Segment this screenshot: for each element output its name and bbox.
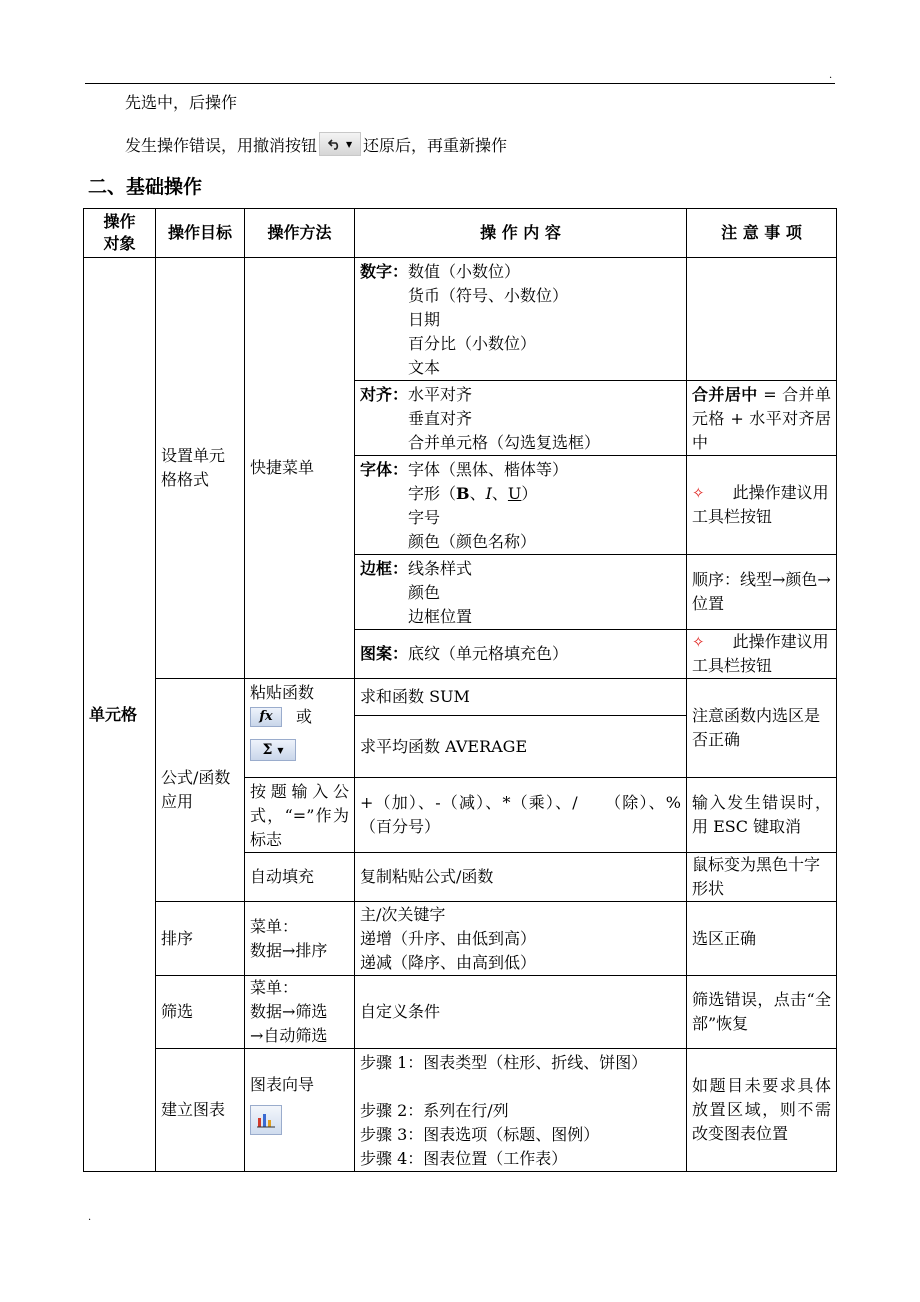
list-item: 字号 — [408, 508, 441, 527]
intro-line-2-before: 发生操作错误，用撤消按钮 — [125, 135, 318, 155]
sum-content: 求和函数 SUM — [355, 679, 687, 716]
undo-button[interactable] — [319, 132, 361, 156]
list-item: 递减（降序、由高到低） — [360, 952, 537, 972]
operations-table — [83, 208, 837, 1172]
autofill-note: 鼠标变为黑色十字形状 — [687, 853, 837, 902]
autofill-content: 复制粘贴公式/函数 — [355, 853, 687, 902]
table-row — [84, 976, 837, 1049]
align-note — [687, 381, 837, 456]
average-content: 求平均函数 AVERAGE — [355, 716, 687, 778]
header-goal: 操作目标 — [156, 209, 245, 258]
number-label: 数字： — [360, 262, 409, 281]
table-row — [84, 902, 837, 976]
chart-goal: 建立图表 — [156, 1049, 245, 1172]
chart-note: 如题目未要求具体放置区域，则不需改变图表位置 — [687, 1049, 837, 1172]
list-item: 水平对齐 — [408, 385, 473, 404]
number-note — [687, 258, 837, 381]
chart-method: 图表向导 — [245, 1049, 355, 1172]
sort-note: 选区正确 — [687, 902, 837, 976]
fx-icon[interactable]: fx — [250, 707, 282, 727]
filter-content: 自定义条件 — [355, 976, 687, 1049]
autofill-method: 自动填充 — [245, 853, 355, 902]
input-note: 输入发生错误时，用 ESC 键取消 — [687, 778, 837, 853]
undo-icon — [328, 138, 342, 150]
format-method: 快捷菜单 — [245, 258, 355, 679]
list-item: 颜色（颜色名称） — [408, 532, 537, 551]
sort-goal: 排序 — [156, 902, 245, 976]
font-label: 字体： — [360, 460, 409, 479]
align-note-rest: = 合并单元格 + 水平对齐居中 — [692, 385, 831, 452]
header-method: 操作方法 — [245, 209, 355, 258]
pattern-content: 图案：底纹（单元格填充色） — [355, 630, 687, 679]
paste-function-method: 粘贴函数 fx 或 Σ ▼ — [245, 679, 355, 778]
or-text: 或 — [296, 707, 313, 726]
font-note: ✧ 此操作建议用工具栏按钮 — [687, 456, 837, 555]
header-object: 操作对象 — [84, 209, 156, 258]
number-content — [355, 258, 687, 381]
list-item: 步骤 2：系列在行/列 — [360, 1101, 509, 1120]
pattern-note: ✧ 此操作建议用工具栏按钮 — [687, 630, 837, 679]
input-method: 按题输入公式，“=”作为标志 — [245, 778, 355, 853]
sparkle-icon: ✧ — [692, 633, 705, 651]
intro-line-2 — [125, 132, 507, 156]
list-item: 步骤 1：图表类型（柱形、折线、饼图） — [360, 1053, 648, 1072]
align-note-bold: 合并居中 — [692, 385, 758, 404]
sparkle-icon: ✧ — [692, 484, 705, 502]
header-rule — [85, 83, 835, 84]
list-item: 货币（符号、小数位） — [408, 286, 569, 305]
border-label: 边框： — [360, 559, 409, 578]
list-item: 垂直对齐 — [408, 409, 473, 428]
table-row — [84, 258, 837, 381]
table-row — [84, 679, 837, 716]
input-content: +（加）、-（减）、*（乘）、/ （除）、%（百分号） — [355, 778, 687, 853]
list-item: 步骤 3：图表选项（标题、图例） — [360, 1125, 600, 1144]
list-item: 字体（黑体、楷体等） — [408, 460, 569, 479]
table-row — [84, 1049, 837, 1172]
chart-content — [355, 1049, 687, 1172]
list-item: 颜色 — [408, 583, 441, 602]
chart-wizard-icon[interactable] — [250, 1105, 282, 1135]
border-content — [355, 555, 687, 630]
list-item: 百分比（小数位） — [408, 334, 537, 353]
border-note: 顺序：线型→颜色→位置 — [687, 555, 837, 630]
list-item: 线条样式 — [408, 559, 473, 578]
list-item: 合并单元格（勾选复选框） — [408, 433, 601, 452]
align-content — [355, 381, 687, 456]
header-notes: 注 意 事 项 — [687, 209, 837, 258]
function-note: 注意函数内选区是否正确 — [687, 679, 837, 778]
list-item: 边框位置 — [408, 607, 473, 626]
bar-chart-icon — [256, 1112, 276, 1128]
list-item: 日期 — [408, 310, 441, 329]
formula-goal: 公式/函数应用 — [156, 679, 245, 902]
sort-content — [355, 902, 687, 976]
filter-goal: 筛选 — [156, 976, 245, 1049]
object-cell: 单元格 — [84, 258, 156, 1172]
header-content: 操 作 内 容 — [355, 209, 687, 258]
filter-method: 菜单： 数据→筛选 →自动筛选 — [245, 976, 355, 1049]
chevron-down-icon: ▼ — [345, 139, 353, 149]
list-item: 步骤 4：图表位置（工作表） — [360, 1149, 568, 1168]
autosum-icon[interactable]: Σ ▼ — [250, 739, 296, 761]
table-header-row — [84, 209, 837, 258]
font-content — [355, 456, 687, 555]
list-item: 文本 — [408, 358, 441, 377]
section-title: 二、基础操作 — [88, 176, 203, 198]
font-style-item: 字形（B、I、U） — [408, 484, 538, 503]
intro-line-1: 先选中，后操作 — [125, 93, 238, 112]
header-mark: . — [829, 70, 833, 81]
list-item: 递增（升序、由低到高） — [360, 928, 537, 948]
list-item: 数值（小数位） — [408, 262, 521, 281]
intro-line-2-after: 还原后，再重新操作 — [363, 135, 508, 155]
format-goal: 设置单元格格式 — [156, 258, 245, 679]
footer-mark: . — [88, 1212, 92, 1223]
align-label: 对齐： — [360, 385, 409, 404]
list-item: 主/次关键字 — [360, 904, 446, 924]
sort-method: 菜单： 数据→排序 — [245, 902, 355, 976]
filter-note: 筛选错误，点击“全部”恢复 — [687, 976, 837, 1049]
